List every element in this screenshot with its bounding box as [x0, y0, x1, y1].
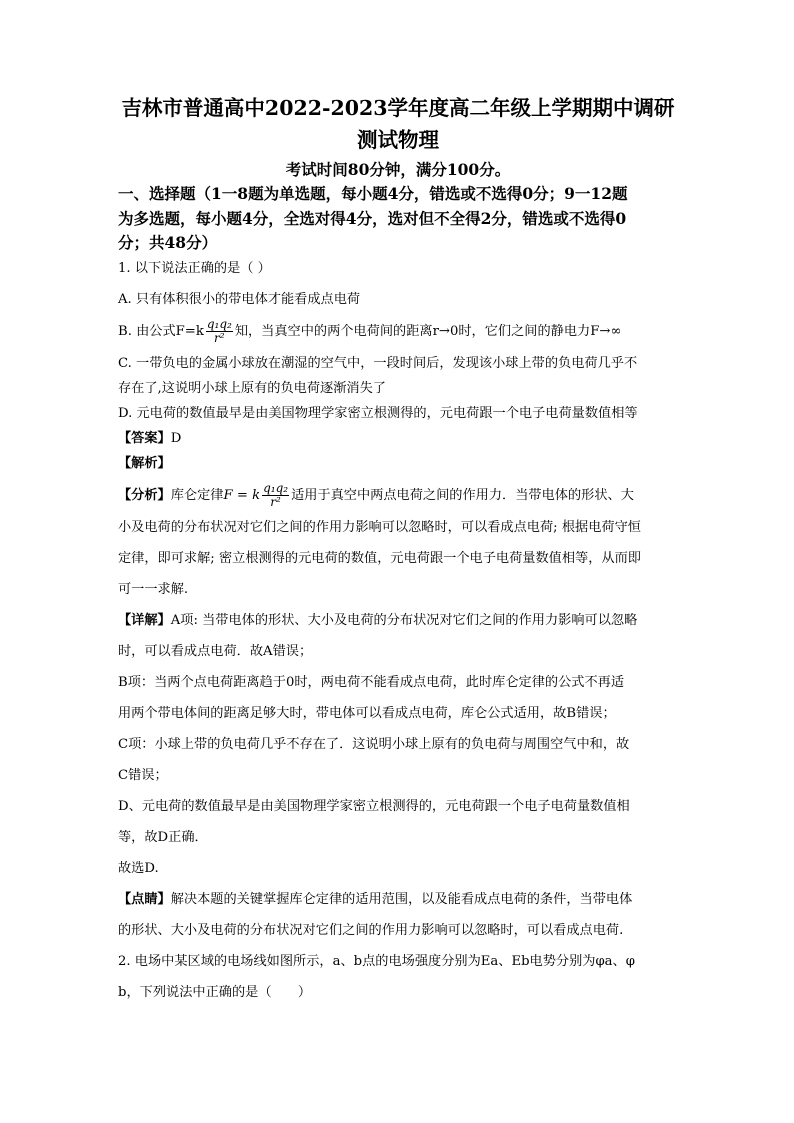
coulomb-formula: F = k [223, 487, 261, 503]
q1-detail-line2: 时，可以看成点电荷．故A错误； [118, 643, 313, 659]
coulomb-fraction [206, 318, 233, 345]
dianjing-tag: 【点睛】 [118, 891, 171, 907]
q1-option-a: A. 只有体积很小的带电体才能看成点电荷 [118, 291, 361, 307]
fenxi-line1-text: 适用于真空中两点电荷之间的作用力．当带电体的形状、大 [291, 487, 634, 503]
document-title-line2: 测试物理 [357, 128, 439, 152]
fraction-numerator-2: q₁q₂ [263, 480, 289, 495]
section-heading-line3: 分；共48分） [118, 233, 218, 252]
q1-detail-line7: D、元电荷的数值最早是由美国物理学家密立根测得的，元电荷跟一个电子电荷量数值相 [118, 798, 630, 814]
q1-option-b-suffix: 知，当真空中的两个电荷间的距离r→0时，它们之间的静电力F→∞ [234, 323, 622, 339]
answer-tag: 【答案】 [118, 430, 171, 446]
fenxi-tag: 【分析】 [118, 487, 171, 503]
q1-detail-line8: 等，故D正确． [118, 829, 208, 845]
q1-detail-line3: B项：当两个点电荷距离趋于0时，两电荷不能看成点电荷，此时库仑定律的公式不再适 [118, 674, 625, 690]
q1-detail-line4: 用两个带电体间的距离足够大时，带电体可以看成点电荷，库仑公式适用，故B错误； [118, 705, 616, 721]
q1-detail-line6: C错误； [118, 767, 168, 783]
q1-fenxi-line4: 可一一求解. [118, 581, 189, 597]
detail-line1-text: A项: 当带电体的形状、大小及电荷的分布状况对它们之间的作用力影响可以忽略 [170, 612, 638, 628]
section-heading-line1: 一、选择题（1一8题为单选题，每小题4分，错选或不选得0分；9一12题 [118, 184, 628, 203]
section-heading-line2: 为多选题，每小题4分，全选对得4分，选对但不全得2分，错选或不选得0 [118, 208, 627, 228]
q1-choose: 故选D. [118, 860, 159, 876]
q1-option-b [118, 318, 678, 345]
fraction-denominator: r² [214, 330, 225, 345]
dianjing-line1-text: 解决本题的关键掌握库仑定律的适用范围，以及能看成点电荷的条件，当带电体 [170, 891, 633, 907]
q1-analysis-tag [118, 451, 678, 476]
fraction-numerator: q₁q₂ [206, 316, 232, 331]
q1-fenxi-line1 [118, 482, 678, 509]
fenxi-prefix: 库仑定律 [170, 487, 224, 503]
q1-option-c-line2: 存在了,这说明小球上原有的负电荷逐渐消失了 [118, 380, 386, 396]
q2-line1: 2. 电场中某区域的电场线如图所示，a、b点的电场强度分别为Ea、Eb电势分别为φa、φ [118, 953, 635, 969]
q1-detail-line5: C项：小球上带的负电荷几乎不存在了．这说明小球上原有的负电荷与周围空气中和，故 [118, 736, 630, 752]
q1-option-d: D. 元电荷的数值最早是由美国物理学家密立根测得的，元电荷跟一个电子电荷量数值相等 [118, 405, 638, 421]
q1-detail-line1 [118, 608, 678, 633]
coulomb-fraction-2 [262, 482, 289, 509]
fraction-denominator-2: r² [270, 494, 281, 509]
document-title-line1: 吉林市普通高中2022-2023学年度高二年级上学期期中调研 [121, 96, 675, 120]
q1-fenxi-line3: 定律，即可求解; 密立根测得的元电荷的数值，元电荷跟一个电子电荷量数值相等，从而即 [118, 550, 641, 566]
q1-stem: 1. 以下说法正确的是（ ） [118, 260, 271, 276]
q1-option-b-prefix: B. 由公式F=k [118, 323, 204, 339]
q1-option-c-line1: C. 一带负电的金属小球放在潮湿的空气中，一段时间后，发现该小球上带的负电荷几乎不 [118, 355, 638, 371]
exam-info: 考试时间80分钟，满分100分。 [285, 160, 511, 179]
q1-fenxi-line2: 小及电荷的分布状况对它们之间的作用力影响可以忽略时，可以看成点电荷; 根据电荷守恒 [118, 519, 641, 535]
analysis-tag: 【解析】 [118, 455, 171, 471]
q1-dianjing-line1 [118, 887, 678, 912]
detail-tag: 【详解】 [118, 612, 171, 628]
q1-dianjing-line2: 的形状、大小及电荷的分布状况对它们之间的作用力影响可以忽略时，可以看成点电荷. [118, 922, 624, 938]
q1-answer [118, 426, 678, 451]
q2-line2: b，下列说法中正确的是（ ） [118, 984, 312, 1000]
answer-value: D [170, 430, 182, 446]
